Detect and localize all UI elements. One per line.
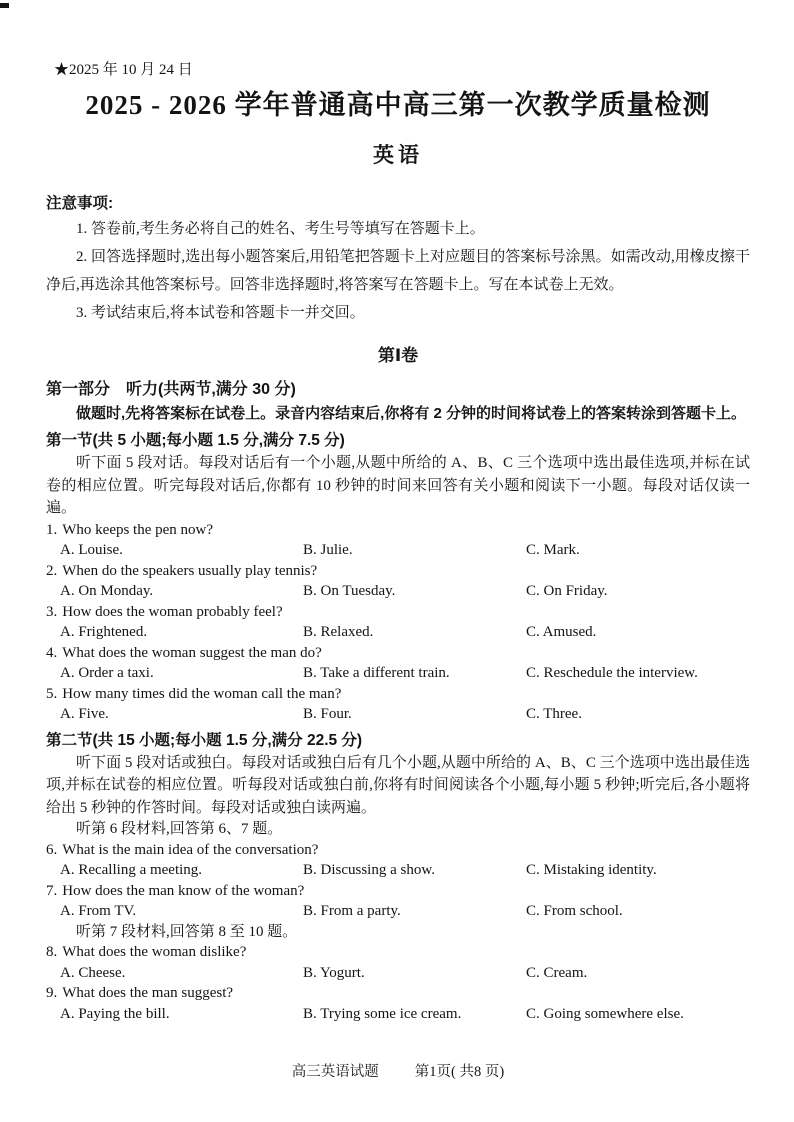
option-c: C. Three. — [526, 706, 582, 722]
option-c: C. Cream. — [526, 964, 588, 981]
question-8 — [46, 942, 750, 983]
question-4 — [46, 643, 750, 684]
section1-heading: 第一节(共 5 小题;每小题 1.5 分,满分 7.5 分) — [46, 432, 345, 449]
exam-date-line: ★2025 年 10 月 24 日 — [54, 62, 193, 78]
option-c: C. Mark. — [526, 542, 580, 558]
question-text: What does the man suggest? — [62, 985, 234, 1001]
section1-instructions: 听下面 5 段对话。每段对话后有一个小题,从题中所给的 A、B、C 三个选项中选出最佳选项,并标在试卷的相应位置。听完每段对话后,你都有 10 秒钟的时间来回答有关小题和阅读下一小题。每段对话仅读一遍。 — [46, 455, 750, 516]
question-3 — [46, 602, 750, 643]
option-b: B. Trying some ice cream. — [303, 1005, 462, 1022]
notice-item-2: 2. 回答选择题时,选出每小题答案后,用铅笔把答题卡上对应题目的答案标号涂黑。如需改动,用橡皮擦干净后,再选涂其他答案标号。回答非选择题时,将答案写在答题卡上。写在本试卷上无效。 — [46, 249, 750, 293]
option-b: B. Take a different train. — [303, 665, 450, 681]
question-6 — [46, 840, 750, 881]
options-row — [46, 622, 750, 643]
question-9 — [46, 983, 750, 1024]
option-c: C. Reschedule the interview. — [526, 665, 698, 681]
question-number: 3. — [46, 603, 58, 620]
page-footer — [46, 1060, 750, 1081]
option-a: A. Cheese. — [60, 964, 126, 981]
option-c: C. On Friday. — [526, 583, 608, 599]
option-b: B. Julie. — [303, 542, 353, 558]
question-5 — [46, 684, 750, 725]
question-number: 5. — [46, 685, 58, 702]
question-number: 4. — [46, 644, 58, 661]
option-a: A. Paying the bill. — [60, 1005, 170, 1022]
options-row — [46, 860, 750, 881]
part1-heading: 第一部分 听力(共两节,满分 30 分) — [46, 381, 296, 398]
question-number: 8. — [46, 944, 58, 960]
question-2 — [46, 561, 750, 602]
question-number: 7. — [46, 882, 58, 899]
option-b: B. Discussing a show. — [303, 862, 435, 878]
options-row — [46, 581, 750, 602]
options-row — [46, 1004, 750, 1025]
question-number: 6. — [46, 841, 58, 858]
notice-item-3: 3. 考试结束后,将本试卷和答题卡一并交回。 — [76, 305, 365, 321]
option-c: C. Amused. — [526, 624, 597, 640]
material-line-6: 听第 6 段材料,回答第 6、7 题。 — [76, 821, 283, 837]
section2-heading: 第二节(共 15 小题;每小题 1.5 分,满分 22.5 分) — [46, 731, 363, 749]
scan-artifact — [0, 3, 9, 8]
section2-instructions: 听下面 5 段对话或独白。每段对话或独白后有几个小题,从题中所给的 A、B、C 三个选项中选出最佳选项,并标在试卷的相应位置。听每段对话或独白前,你将有时间阅读各个小题,每小题 5 秒钟;听完后,各小题将给出 5 秒钟的作答时间。每段对话或独白读两遍。 — [46, 754, 750, 816]
options-row — [46, 963, 750, 984]
option-a: A. Louise. — [60, 542, 123, 558]
option-b: B. On Tuesday. — [303, 583, 396, 599]
notice-item-1: 1. 答卷前,考生务必将自己的姓名、考生号等填写在答题卡上。 — [76, 221, 485, 237]
question-text: What is the main idea of the conversation? — [62, 841, 319, 858]
option-b: B. Four. — [303, 706, 352, 722]
option-b: B. Yogurt. — [303, 964, 365, 981]
footer-page-label: 第1页( 共8 页) — [414, 1064, 505, 1080]
part1-intro: 做题时,先将答案标在试卷上。录音内容结束后,你将有 2 分钟的时间将试卷上的答案转涂到答题卡上。 — [76, 405, 747, 422]
option-a: A. Recalling a meeting. — [60, 862, 203, 878]
question-text: What does the woman dislike? — [62, 944, 247, 960]
question-number: 2. — [46, 562, 58, 579]
options-row — [46, 540, 750, 561]
option-a: A. Order a taxi. — [60, 665, 154, 681]
question-text: What does the woman suggest the man do? — [62, 644, 322, 661]
options-row — [46, 663, 750, 684]
option-b: B. Relaxed. — [303, 624, 374, 640]
question-text: When do the speakers usually play tennis? — [62, 562, 318, 579]
option-c: C. From school. — [526, 903, 623, 919]
options-row — [46, 901, 750, 922]
notices-heading: 注意事项: — [46, 195, 114, 212]
question-1 — [46, 520, 750, 561]
option-a: A. Five. — [60, 706, 109, 722]
question-7 — [46, 881, 750, 922]
option-b: B. From a party. — [303, 903, 401, 919]
material-line-7: 听第 7 段材料,回答第 8 至 10 题。 — [76, 923, 298, 940]
option-a: A. Frightened. — [60, 624, 148, 640]
options-row — [46, 704, 750, 725]
footer-doc-label: 高三英语试题 — [291, 1064, 379, 1080]
question-number: 1. — [46, 521, 58, 538]
question-text: How does the man know of the woman? — [62, 882, 305, 899]
volume-title: 第Ⅰ卷 — [377, 346, 419, 365]
option-a: A. On Monday. — [60, 583, 154, 599]
exam-title: 2025 - 2026 学年普通高中高三第一次教学质量检测 — [85, 90, 711, 120]
question-text: Who keeps the pen now? — [62, 521, 214, 538]
exam-subject: 英语 — [373, 143, 423, 167]
option-a: A. From TV. — [60, 903, 137, 919]
question-text: How many times did the woman call the man? — [62, 685, 342, 702]
question-text: How does the woman probably feel? — [62, 603, 283, 620]
question-number: 9. — [46, 985, 58, 1001]
option-c: C. Going somewhere else. — [526, 1005, 684, 1022]
option-c: C. Mistaking identity. — [526, 862, 657, 878]
